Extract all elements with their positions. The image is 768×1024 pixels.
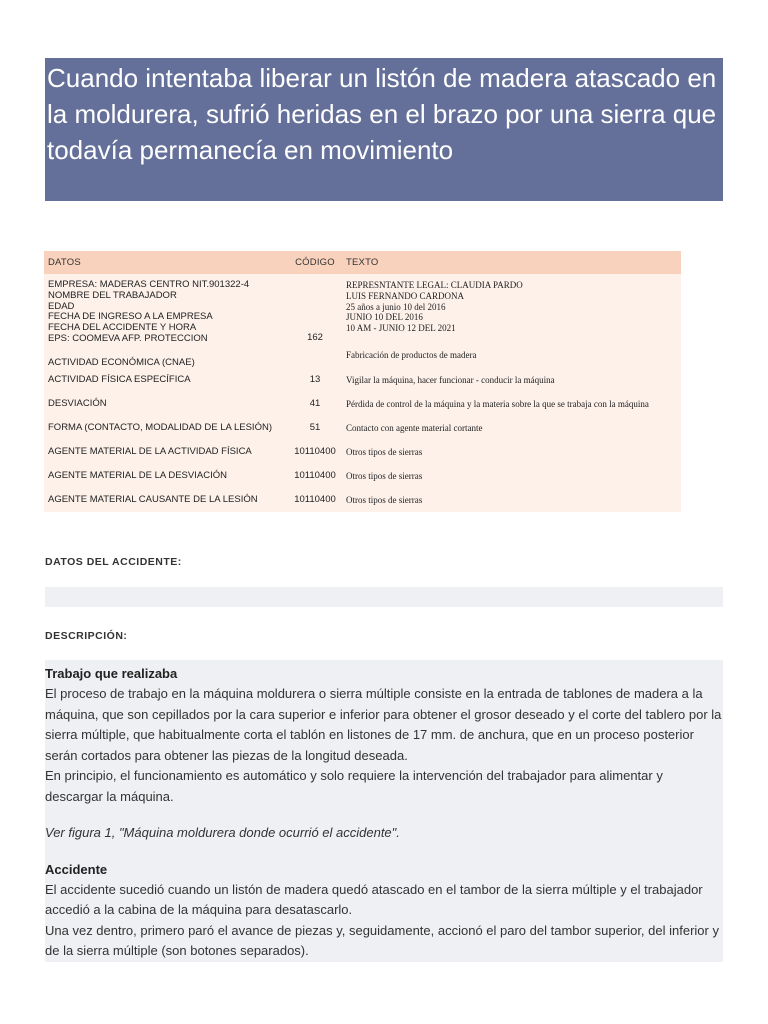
label-eps: EPS: COOMEVA AFP. PROTECCION [48, 332, 208, 344]
table-cell-codigo: 10110400 [288, 440, 342, 464]
table-cell-codigo: 10110400 [288, 488, 342, 512]
trabajo-heading: Trabajo que realizaba [45, 666, 178, 681]
table-cell-texto: Contacto con agente material cortante [342, 416, 681, 440]
accident-data-table [44, 251, 681, 512]
table-cell-datos: AGENTE MATERIAL CAUSANTE DE LA LESIÓN [44, 488, 288, 512]
code-cnae: 162 [307, 332, 323, 343]
table-row [44, 440, 681, 464]
table-cell-texto: Vigilar la máquina, hacer funcionar - conducir la máquina [342, 368, 681, 392]
table-cell-codigo: 41 [288, 392, 342, 416]
accidente-paragraph-1: El accidente sucedió cuando un listón de madera quedó atascado en el tambor de la sierra múltiple y el trabajador accedió a la cabina de la máquina para desatascarlo. [45, 881, 703, 917]
text-trabajador: LUIS FERNANDO CARDONA [346, 290, 465, 301]
table-cell-texto: Otros tipos de sierras [342, 440, 681, 464]
table-cell-texto: Pérdida de control de la máquina y la materia sobre la que se trabaja con la máquina [342, 392, 681, 416]
table-cell-texto: Otros tipos de sierras [342, 464, 681, 488]
table-cell-codigo: 51 [288, 416, 342, 440]
accidente-heading: Accidente [45, 861, 108, 877]
trabajo-paragraph-1: El proceso de trabajo en la máquina moldurera o sierra múltiple consiste en la entrada de tablones de madera a la máquina, que son cepillados por la cara superior e inferior para obtener el grosor deseado y el corte del tablero por la sierra múltiple, que habitualmente corta el tablón en listones de 17 mm. de anchura, que en un proceso posterior serán cortados para obtener las piezas de la longitud deseada. [45, 686, 722, 763]
descripcion-heading: DESCRIPCIÓN: [45, 630, 128, 642]
table-cell-texto: Otros tipos de sierras [342, 488, 681, 512]
table-cell-codigo: 10110400 [288, 464, 342, 488]
datos-accidente-heading: DATOS DEL ACCIDENTE: [45, 556, 182, 568]
label-edad: EDAD [48, 300, 75, 312]
text-fecha-accidente: 10 AM - JUNIO 12 DEL 2021 [346, 323, 456, 334]
label-empresa: EMPRESA: MADERAS CENTRO NIT.901322-4 [48, 279, 250, 290]
text-fecha-ingreso: JUNIO 10 DEL 2016 [346, 312, 423, 323]
trabajo-paragraph-2: En principio, el funcionamiento es automático y solo requiere la intervención del trabajador para alimentar y descargar la máquina. [45, 768, 663, 804]
table-cell-texto [342, 274, 681, 368]
table-cell-datos: ACTIVIDAD FÍSICA ESPECÍFICA [44, 368, 288, 392]
header-datos: DATOS [44, 251, 288, 274]
label-fecha-ingreso: FECHA DE INGRESO A LA EMPRESA [48, 311, 213, 323]
table-cell-datos: AGENTE MATERIAL DE LA DESVIACIÓN [44, 464, 288, 488]
label-actividad-economica: ACTIVIDAD ECONÓMICA (CNAE) [48, 356, 195, 368]
table-header-row [44, 251, 681, 274]
table-cell-codigo [288, 274, 342, 368]
table-row [44, 392, 681, 416]
text-representante: REPRESNTANTE LEGAL: CLAUDIA PARDO [346, 280, 523, 290]
label-nombre: NOMBRE DEL TRABAJADOR [48, 289, 177, 301]
text-actividad-economica: Fabricación de productos de madera [346, 349, 477, 360]
header-codigo: CÓDIGO [288, 251, 342, 274]
label-fecha-accidente: FECHA DEL ACCIDENTE Y HORA [48, 322, 197, 334]
descripcion-box [45, 660, 723, 962]
table-cell-codigo: 13 [288, 368, 342, 392]
accidente-paragraph-2: Una vez dentro, primero paró el avance de piezas y, seguidamente, accionó el paro del tambor superior, del inferior y de la sierra múltiple (son botones separados). [45, 922, 719, 958]
table-row [44, 416, 681, 440]
table-row [44, 274, 681, 368]
table-cell-datos: DESVIACIÓN [44, 392, 288, 416]
datos-accidente-bar [45, 587, 723, 607]
table-cell-datos: FORMA (CONTACTO, MODALIDAD DE LA LESIÓN) [44, 416, 288, 440]
table-row [44, 368, 681, 392]
header-texto: TEXTO [342, 251, 681, 274]
table-cell-datos [44, 274, 288, 368]
page-title: Cuando intentaba liberar un listón de madera atascado en la moldurera, sufrió heridas en el brazo por una sierra que todavía permanecía en movimiento [45, 58, 723, 201]
table-row [44, 488, 681, 512]
text-edad: 25 años a junio 10 del 2016 [346, 301, 446, 312]
table-cell-datos: AGENTE MATERIAL DE LA ACTIVIDAD FÍSICA [44, 440, 288, 464]
table-row [44, 464, 681, 488]
figura-reference: Ver figura 1, "Máquina moldurera donde ocurrió el accidente". [45, 825, 400, 840]
